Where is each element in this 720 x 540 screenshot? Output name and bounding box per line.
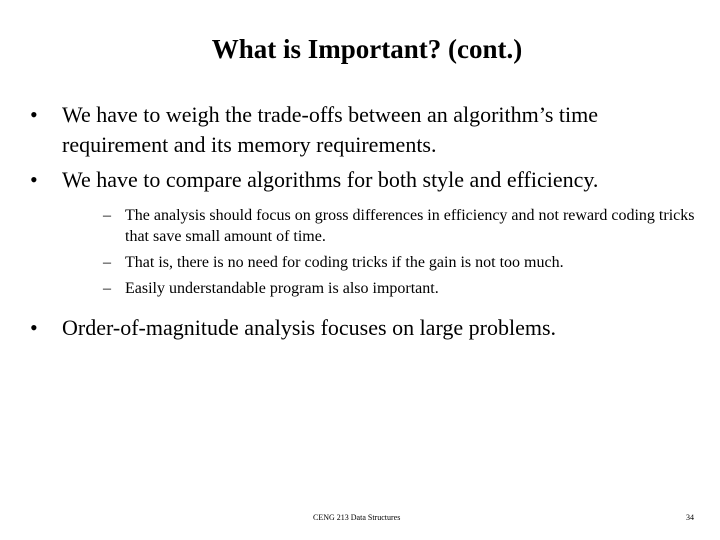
sub-bullet-text: The analysis should focus on gross differences in efficiency and not reward coding tricks that save small amount of time.: [125, 207, 695, 245]
sub-bullet-marker: –: [103, 280, 111, 297]
sub-bullet-marker: –: [103, 207, 111, 224]
sub-bullet-item: [94, 252, 700, 273]
sub-bullet-item: [94, 278, 700, 299]
bullet-marker: •: [30, 102, 38, 127]
bullet-item: [30, 165, 700, 299]
bullet-text: We have to compare algorithms for both style and efficiency.: [62, 167, 599, 192]
sub-bullet-marker: –: [103, 254, 111, 271]
sub-bullet-text: That is, there is no need for coding tricks if the gain is not too much.: [125, 254, 564, 271]
slide-footer: CENG 213 Data Structures: [313, 513, 401, 522]
bullet-list: [30, 100, 700, 348]
page-number: 34: [686, 513, 694, 522]
bullet-marker: •: [30, 315, 38, 340]
bullet-item: [30, 313, 700, 343]
sub-bullet-text: Easily understandable program is also important.: [125, 280, 439, 297]
slide-title: What is Important? (cont.): [211, 34, 523, 64]
bullet-text: We have to weigh the trade-offs between an algorithm’s time requirement and its memory requirements.: [62, 102, 599, 157]
bullet-marker: •: [30, 167, 38, 192]
sub-bullet-item: [94, 205, 700, 247]
sub-bullet-list: [94, 205, 700, 299]
bullet-text: Order-of-magnitude analysis focuses on large problems.: [62, 315, 557, 340]
bullet-item: [30, 100, 700, 160]
